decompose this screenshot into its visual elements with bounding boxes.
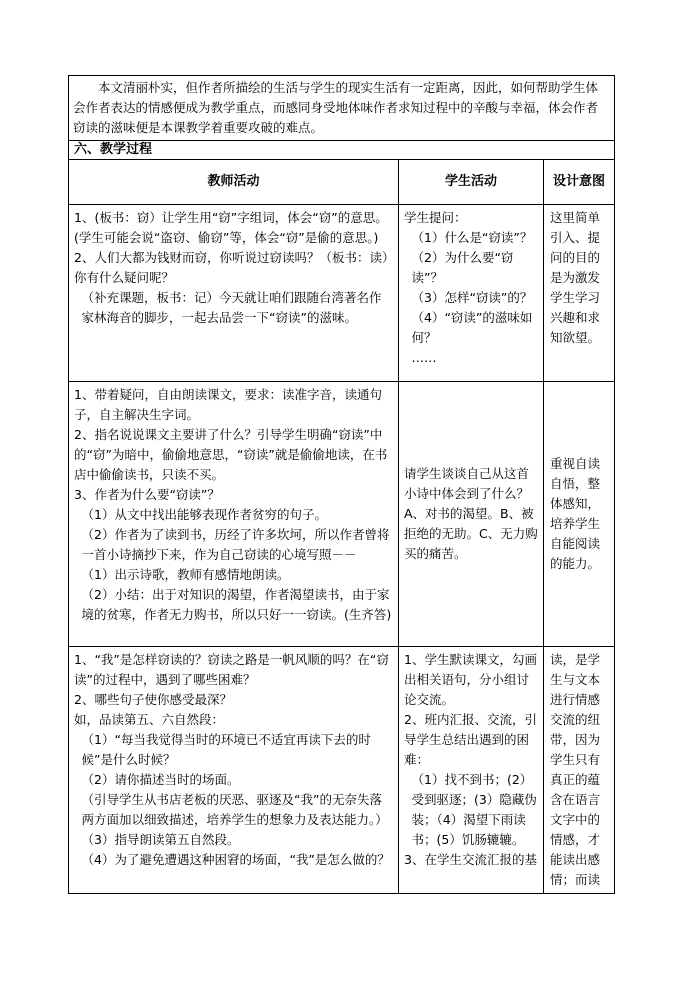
- student-step: ……: [411, 350, 437, 365]
- intro-row: [69, 76, 615, 141]
- teacher-step: 1、“我”是怎样窃读的？窃读之路是一帆风顺的吗？在“窃读”的过程中，遇到了哪些困难？: [74, 652, 389, 687]
- teacher-step: 1、(板书：窃）让学生用“窃”字组词，体会“窃”的意思。(学生可能会说“盗窃、偷窃”等，体会“窃”是偷的意思。): [74, 210, 388, 245]
- student-step: （1）找不到书；(2）受到驱逐；(3）隐藏伪装；（4）渴望下雨读书；(5）饥肠辘辘。: [411, 772, 537, 847]
- student-step: 学生提问：: [404, 210, 467, 225]
- student-activity-cell: [399, 647, 544, 894]
- student-step: 2、班内汇报、交流，引导学生总结出遇到的困难：: [404, 712, 537, 767]
- teacher-step: （引导学生从书店老板的厌恶、驱逐及“我”的无奈失落两方面加以细致描述，培养学生的想象力及表达能力。）: [81, 792, 388, 827]
- teacher-activity-cell: [69, 382, 399, 647]
- teacher-step: 如，品读第五、六自然段：: [74, 712, 225, 727]
- student-step: （3）怎样“窃读”的？: [411, 290, 533, 305]
- teacher-step: （4）为了避免遭遇这种困窘的场面，“我”是怎么做的？: [81, 852, 390, 867]
- header-student: 学生活动: [399, 160, 544, 205]
- student-step: 3、在学生交流汇报的基: [404, 852, 537, 867]
- teacher-step: （1）从文中找出能够表现作者贫穷的句子。: [81, 507, 327, 522]
- teacher-step: 1、带着疑问，自由朗读课文，要求：读准字音，读通句子，自主解决生字词。: [74, 387, 382, 422]
- header-row: [69, 160, 615, 205]
- student-step: 1、学生默读课文，勾画出相关语句，分小组讨论交流。: [404, 652, 537, 707]
- teacher-step: 2、指名说说课文主要讲了什么？引导学生明确“窃读”中的“窃”为暗中，偷偷地意思，“窃读”就是偷偷地读，在书店中偷偷读书，只读不买。: [74, 427, 388, 482]
- teacher-step: 2、哪些句子使你感受最深？: [74, 692, 232, 707]
- intro-text: 本文清丽朴实，但作者所描绘的生活与学生的现实生活有一定距离，因此，如何帮助学生体会作者表达的情感便成为教学重点，而感同身受地体味作者求知过程中的辛酸与幸福，体会作者窃读的滋味便是本课教学着重要攻破的难点。: [69, 76, 615, 141]
- teacher-step: （1）出示诗歌，教师有感情地朗读。: [81, 567, 290, 582]
- student-activity-cell: [399, 382, 544, 647]
- purpose-cell: 读，是学生与文本进行情感交流的纽带，因为学生只有真正的蕴含在语言文字中的情感，才能读出感情；而读: [544, 647, 615, 894]
- student-step: （2）为什么要“窃读”？: [411, 250, 514, 285]
- teacher-step: （1）“每当我觉得当时的环境已不适宜再读下去的时候”是什么时候？: [81, 732, 371, 767]
- header-purpose: 设计意图: [544, 160, 615, 205]
- teacher-step: （2）请你描述当时的场面。: [81, 772, 240, 787]
- student-activity-cell: [399, 205, 544, 382]
- teacher-step: 3、作者为什么要“窃读”？: [74, 487, 220, 502]
- teacher-activity-cell: [69, 205, 399, 382]
- purpose-cell: 重视自读自悟，整体感知，培养学生自能阅读的能力。: [544, 382, 615, 647]
- student-step: 请学生谈谈自己从这首小诗中体会到了什么？A、对书的渴望。B、被拒绝的无助。C、无力购买的痛苦。: [404, 466, 538, 561]
- teacher-step: （补充课题，板书：记）今天就让咱们跟随台湾著名作家林海音的脚步，一起去品尝一下“窃读”的滋味。: [81, 290, 382, 325]
- section-title: 六、教学过程: [69, 141, 615, 160]
- section-row: [69, 141, 615, 160]
- student-step: （4）“窃读”的滋味如何？: [411, 310, 533, 345]
- student-step: （1）什么是“窃读”？: [411, 230, 533, 245]
- process-row: [69, 647, 615, 894]
- teacher-step: 2、人们大都为钱财而窃，你听说过窃读吗？（板书：读）你有什么疑问呢？: [74, 250, 389, 285]
- teacher-step: （2）小结：出于对知识的渴望，作者渴望读书，由于家境的贫寒，作者无力购书，所以只好一一窃读。(生齐答): [81, 587, 392, 622]
- teacher-step: （3）指导朗读第五自然段。: [81, 832, 240, 847]
- process-row: [69, 382, 615, 647]
- purpose-cell: 这里简单引入、提问的目的是为激发学生学习兴趣和求知欲望。: [544, 205, 615, 382]
- teacher-activity-cell: [69, 647, 399, 894]
- process-row: [69, 205, 615, 382]
- lesson-plan-table: [68, 75, 615, 894]
- header-teacher: 教师活动: [69, 160, 399, 205]
- teacher-step: （2）作者为了读到书，历经了许多坎坷，所以作者曾将一首小诗摘抄下来，作为自己窃读的心境写照－－: [81, 527, 390, 562]
